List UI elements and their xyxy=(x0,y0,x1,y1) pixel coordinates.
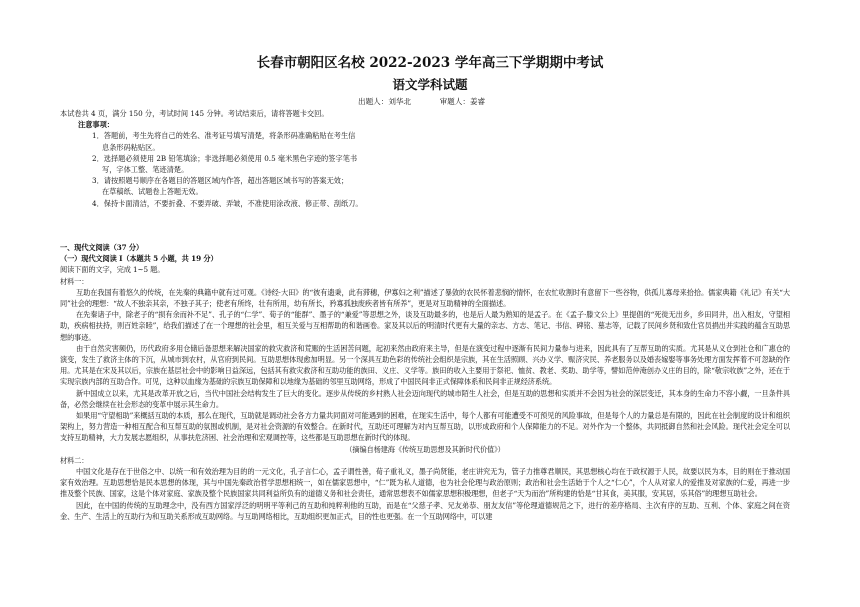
exam-subtitle: 语文学科试题 xyxy=(392,77,468,92)
author-line xyxy=(358,96,511,107)
section-instruction: 阅读下面的文字，完成 1~5 题。 xyxy=(60,265,165,275)
notice-item-1: 1．答题前，考生先将自己的姓名、准考证号填写清楚，将条形码准确粘贴在考生信 xyxy=(92,131,356,141)
material1-paragraph-1: 互助在我国有着悠久的传统，在先秦的典籍中就有过可观。《诗经·大田》的“彼有遗秉，此有滞穗，伊寡妇之利”描述了暴敛的农民怀着悲悯的情怀，在农忙收割时有意留下一些谷物，供孤儿寡母来拾拾。儒家典籍《礼记》有关“大同”社会的理想：“故人不独亲其亲，不独子其子；使老有所终，壮有所用，幼有所长，矜寡孤独废疾者皆有所养”，更是对互助精神的全面描述。 xyxy=(60,287,790,309)
material1-label: 材料一： xyxy=(60,276,89,286)
notice-item-1-cont: 息条形码粘贴区。 xyxy=(102,142,160,152)
intro-text: 本试卷共 4 页，满分 150 分，考试时间 145 分钟。考试结束后，请将答题卡交回。 xyxy=(60,109,329,118)
material1-paragraph-4: 新中国成立以来，尤其是改革开放之后，当代中国社会结构发生了巨大的变化。逐步从传统的乡村熟人社会迈向现代的城市陌生人社会，但是互助的思想和实质并不会因为社会的深层变迁，其本身的生命力不容小觑，一旦条件具备，必然会继续在社会形态的变革中展示其生命力。 xyxy=(60,388,790,409)
intro-block xyxy=(60,108,790,209)
notice-item-2: 2．选择题必须使用 2B 铅笔填涂；非选择题必须使用 0.5 毫米黑色字迹的签字笔书 xyxy=(92,153,358,163)
material2-paragraph-1: 中国文化是存在于世俗之中、以统一和有效治理为目的的一元文化，孔子言仁心，孟子谓性善，荀子重礼义，墨子尚贤能，老庄讲究无为，管子力推尊君顺民，其思想核心均在于政权源于人民，故要以民为本，目的则在于推动国家有效治理。互助思想恰是民本思想的体现，其与中国先秦政治哲学思想相统一，如在儒家思想中，“仁”既为私人道德，也为社会伦理与政治原则；政治和社会生活始于个人之“仁心”，个人从对家人的爱推及对家族的仁爱，再进一步推及整个民族、国家，这是个体对家庭、家族及整个民族国家共同利益所负有的道德义务和社会责任，通常思想表不如儒家思想积极理想，但老子“天为而治”所构建的恰是“甘其食，美其服，安其居，乐其俗”的理想互助社会。 xyxy=(60,467,790,499)
notice-item-4: 4．保持卡面清洁，不要折叠、不要弄破、弄皱，不准使用涂改液、修正带、刮纸刀。 xyxy=(92,198,363,208)
material1-citation: （摘编自杨建海《传统互助思想及其新时代价值》） xyxy=(345,444,505,454)
material1-paragraph-2: 在先秦诸子中，除老子的“损有余而补不足”、孔子的“仁学”、荀子的“能群”、墨子的“兼爱”等思想之外，谈及互助最多的，也是后人最为熟知的是孟子。在《孟子·滕文公上》里提倡的“死徙无出乡，乡田同井，出入相友，守望相助，疾病相扶持，则百姓亲睦”，给我们描述了在一个理想的社会里，相互关爱与互相帮助的和谐画卷。家及其以后的明清时代更有大量的亲志、方志、笔记、书信、碑铭、墓志等，记载了民间乡贤和致仕官员捐出并实践的蕴含互助思想的事迹。 xyxy=(60,310,790,342)
section-heading: 一、现代文阅读（37 分） xyxy=(60,243,144,252)
material2-label: 材料二： xyxy=(60,455,89,465)
reviewer-label: 审题人：姜睿 xyxy=(439,97,486,106)
section-one xyxy=(60,242,790,522)
material1-paragraph-3: 由于自然灾害频仍，历代政府多用仓储后备思想来解决国家的救灾救济和荒赈的生活困苦问题，起初来然由政府来主导，但是在演变过程中逐渐有民间力量参与进来，因此具有了互帮互助的实质。尤其是从义仓到社仓和广惠仓的演变，发生了救济主体的下沉，从城市到农村，从官府到民间。互助思想体现愈加明显。另一个深具互助色彩的传统社会组织是宗族，其在生活照顾、兴办义学、赈济灾民、养老服务以及婚丧嫁娶等事务处理方面发挥着不可忽缺的作用。尤其是在宋及其以后，宗族在基层社会中的影响日益深远，包括其有救灾救济和互助功能的族田、义庄、义学等。族田的收入主要用于祭祀、恤贫、教老、奖助、助学等，譬如范仲淹创办义庄的目的，除“敬宗收族”之外，还在于实现宗族内部的互助合作。可见，这种以血缘为基础的宗族互助保障和以地缘为基础的邻里互助网络，形成了中国民间非正式保障体系和民间非正规经济系统。 xyxy=(60,343,790,387)
notice-item-3: 3．请按照题号顺序在各题目的答题区域内作答，超出答题区域书写的答案无效； xyxy=(92,176,349,186)
material1-paragraph-5: 如果用“守望相助”来概括互助的本质，那么在现代，互助就是调动社会各方力量共同面对可能遇到的困难，在现实生活中，每个人都有可能遭受不可预见的风险事故，但是每个人的力量总是有限的，因此在社会制度的设计和组织架构上，努力营造一种相互配合和互帮互助的氛围或机制，是对社会资源的有效整合。在新时代，互助还可理解为对内互帮互助，以形成政府和个人保障能力的不足。对外作为一个整体，共同抵御自然和社会风险。现代社会定全可以支持互助精神，大力发展志愿组织，从事扶危济困、社会治理和宏观调控等，这些都是互助思想在新时代的体现。 xyxy=(60,411,790,443)
notice-heading: 注意事项： xyxy=(78,120,114,130)
setter-label: 出题人：刘华北 xyxy=(358,97,412,106)
material2-paragraph-2: 因此，在中国的传统的互助理念中，没有西方国家浮泛的明明平等利己的互助和纯粹利他的互助，而是在“父慈子孝、兄友弟恭、朋友友信”等伦理道德规范之下，进行的差序格局、主次有序的互助、互利、个体、家庭之间在资金、生产、生活上的互助行为和互助关系形成互助网络。与互助网络相比，互助组织更加正式，目的性也更强。在一个互助网络中，可以建 xyxy=(60,500,790,521)
notice-item-2-cont: 写，字体工整、笔迹清楚。 xyxy=(102,165,189,175)
section-subheading: （一）现代文阅读 I（本题共 5 小题，共 19 分） xyxy=(60,254,218,264)
notice-item-3-cont: 在草稿纸、试题卷上答题无效。 xyxy=(102,187,203,197)
exam-title: 长春市朝阳区名校 2022-2023 学年高三下学期期中考试 xyxy=(256,55,604,71)
